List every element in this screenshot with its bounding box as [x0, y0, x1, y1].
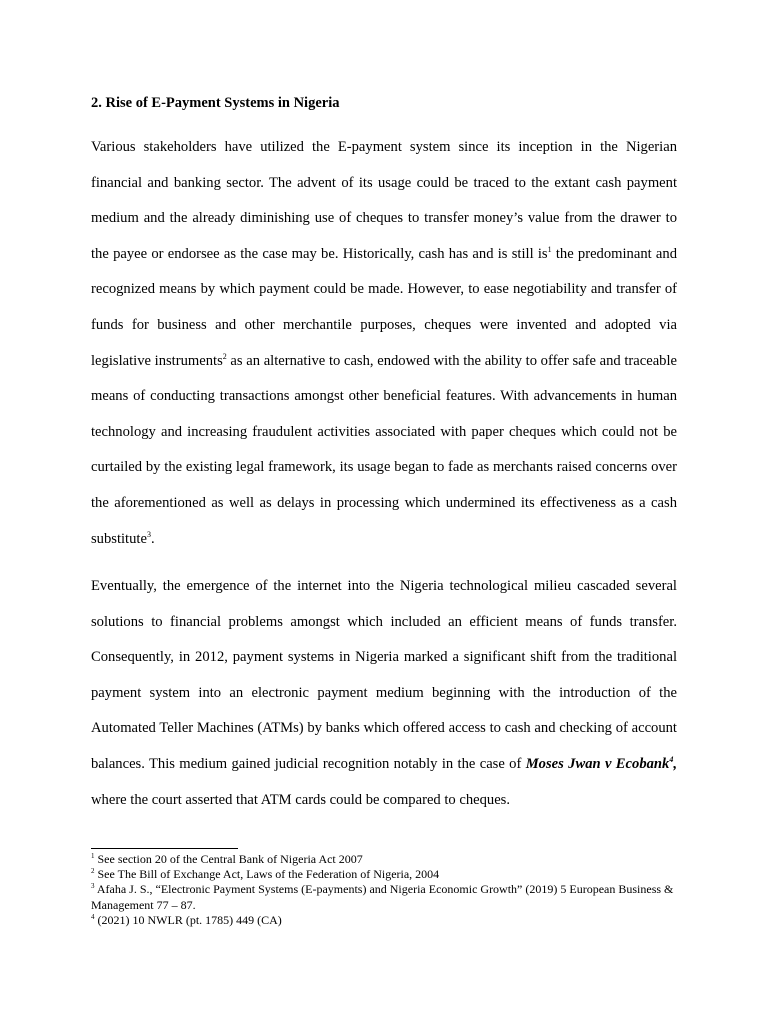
- section-heading: 2. Rise of E-Payment Systems in Nigeria: [91, 95, 340, 111]
- footnote-1: [91, 852, 677, 867]
- footnote-1-number: 1: [91, 852, 95, 860]
- paragraph-2: [91, 569, 677, 818]
- footnote-ref-1[interactable]: 1: [547, 244, 552, 254]
- footnote-4-text: (2021) 10 NWLR (pt. 1785) 449 (CA): [94, 912, 282, 927]
- footnote-ref-3[interactable]: 3: [146, 529, 151, 539]
- case-comma: ,: [673, 755, 677, 772]
- paragraph-2-text-b: where the court asserted that ATM cards could be compared to cheques.: [91, 791, 511, 808]
- footnote-3: [91, 882, 677, 912]
- footnote-ref-2[interactable]: 2: [222, 351, 227, 361]
- paragraph-2-text-a: Eventually, the emergence of the internet into the Nigeria technological milieu cascaded several solutions to financial problems amongst which included an efficient means of funds transfer. Consequently, in 2012, payment systems in Nigeria marked a significant shift from the traditional payment system into an electronic payment medium beginning with the introduction of the Automated Teller Machines (ATMs) by banks which offered access to cash and checking of account balances. This medium gained judicial recognition notably in the case of: [91, 578, 677, 772]
- footnote-4-number: 4: [91, 912, 95, 921]
- paragraph-1-text-a: Various stakeholders have utilized the E-payment system since its inception in the Nigerian financial and banking sector. The advent of its usage could be traced to the extant cash payment medium and the already diminishing use of cheques to transfer money’s value from the drawer to the payee or endorsee as the case may be. Historically, cash has and is still is: [91, 139, 677, 262]
- footnotes: [91, 852, 677, 928]
- footnote-2: [91, 867, 677, 882]
- footnote-2-number: 2: [91, 867, 95, 876]
- footnote-3-number: 3: [91, 882, 95, 891]
- case-name: Moses Jwan v Ecobank: [525, 755, 670, 772]
- footnote-2-text: See The Bill of Exchange Act, Laws of the Federation of Nigeria, 2004: [94, 867, 440, 882]
- paragraph-1: [91, 130, 677, 557]
- paragraph-1-text-d: .: [150, 530, 155, 547]
- footnote-separator: [91, 848, 238, 849]
- footnote-1-text: See section 20 of the Central Bank of Nigeria Act 2007: [94, 852, 363, 866]
- paragraph-1-text-b: the predominant and recognized means by which payment could be made. However, to ease negotiability and transfer of funds for business and other merchantile purposes, cheques were invented and adopted via legislative instruments: [91, 245, 678, 369]
- footnote-3-text: Afaha J. S., “Electronic Payment Systems (E-payments) and Nigeria Economic Growth” (2019) 5 European Business & Management 77 – 87.: [91, 882, 674, 912]
- paragraph-1-text-c: as an alternative to cash, endowed with the ability to offer safe and traceable means of conducting transactions amongst other beneficial features. With advancements in human technology and increasing fraudulent activities associated with paper cheques which could not be curtailed by the existing legal framework, its usage began to fade as merchants raised concerns over the aforementioned as well as delays in processing which undermined its effectiveness as a cash substitute: [91, 352, 677, 547]
- footnote-ref-4[interactable]: 4: [669, 755, 674, 765]
- footnote-4: [91, 913, 677, 928]
